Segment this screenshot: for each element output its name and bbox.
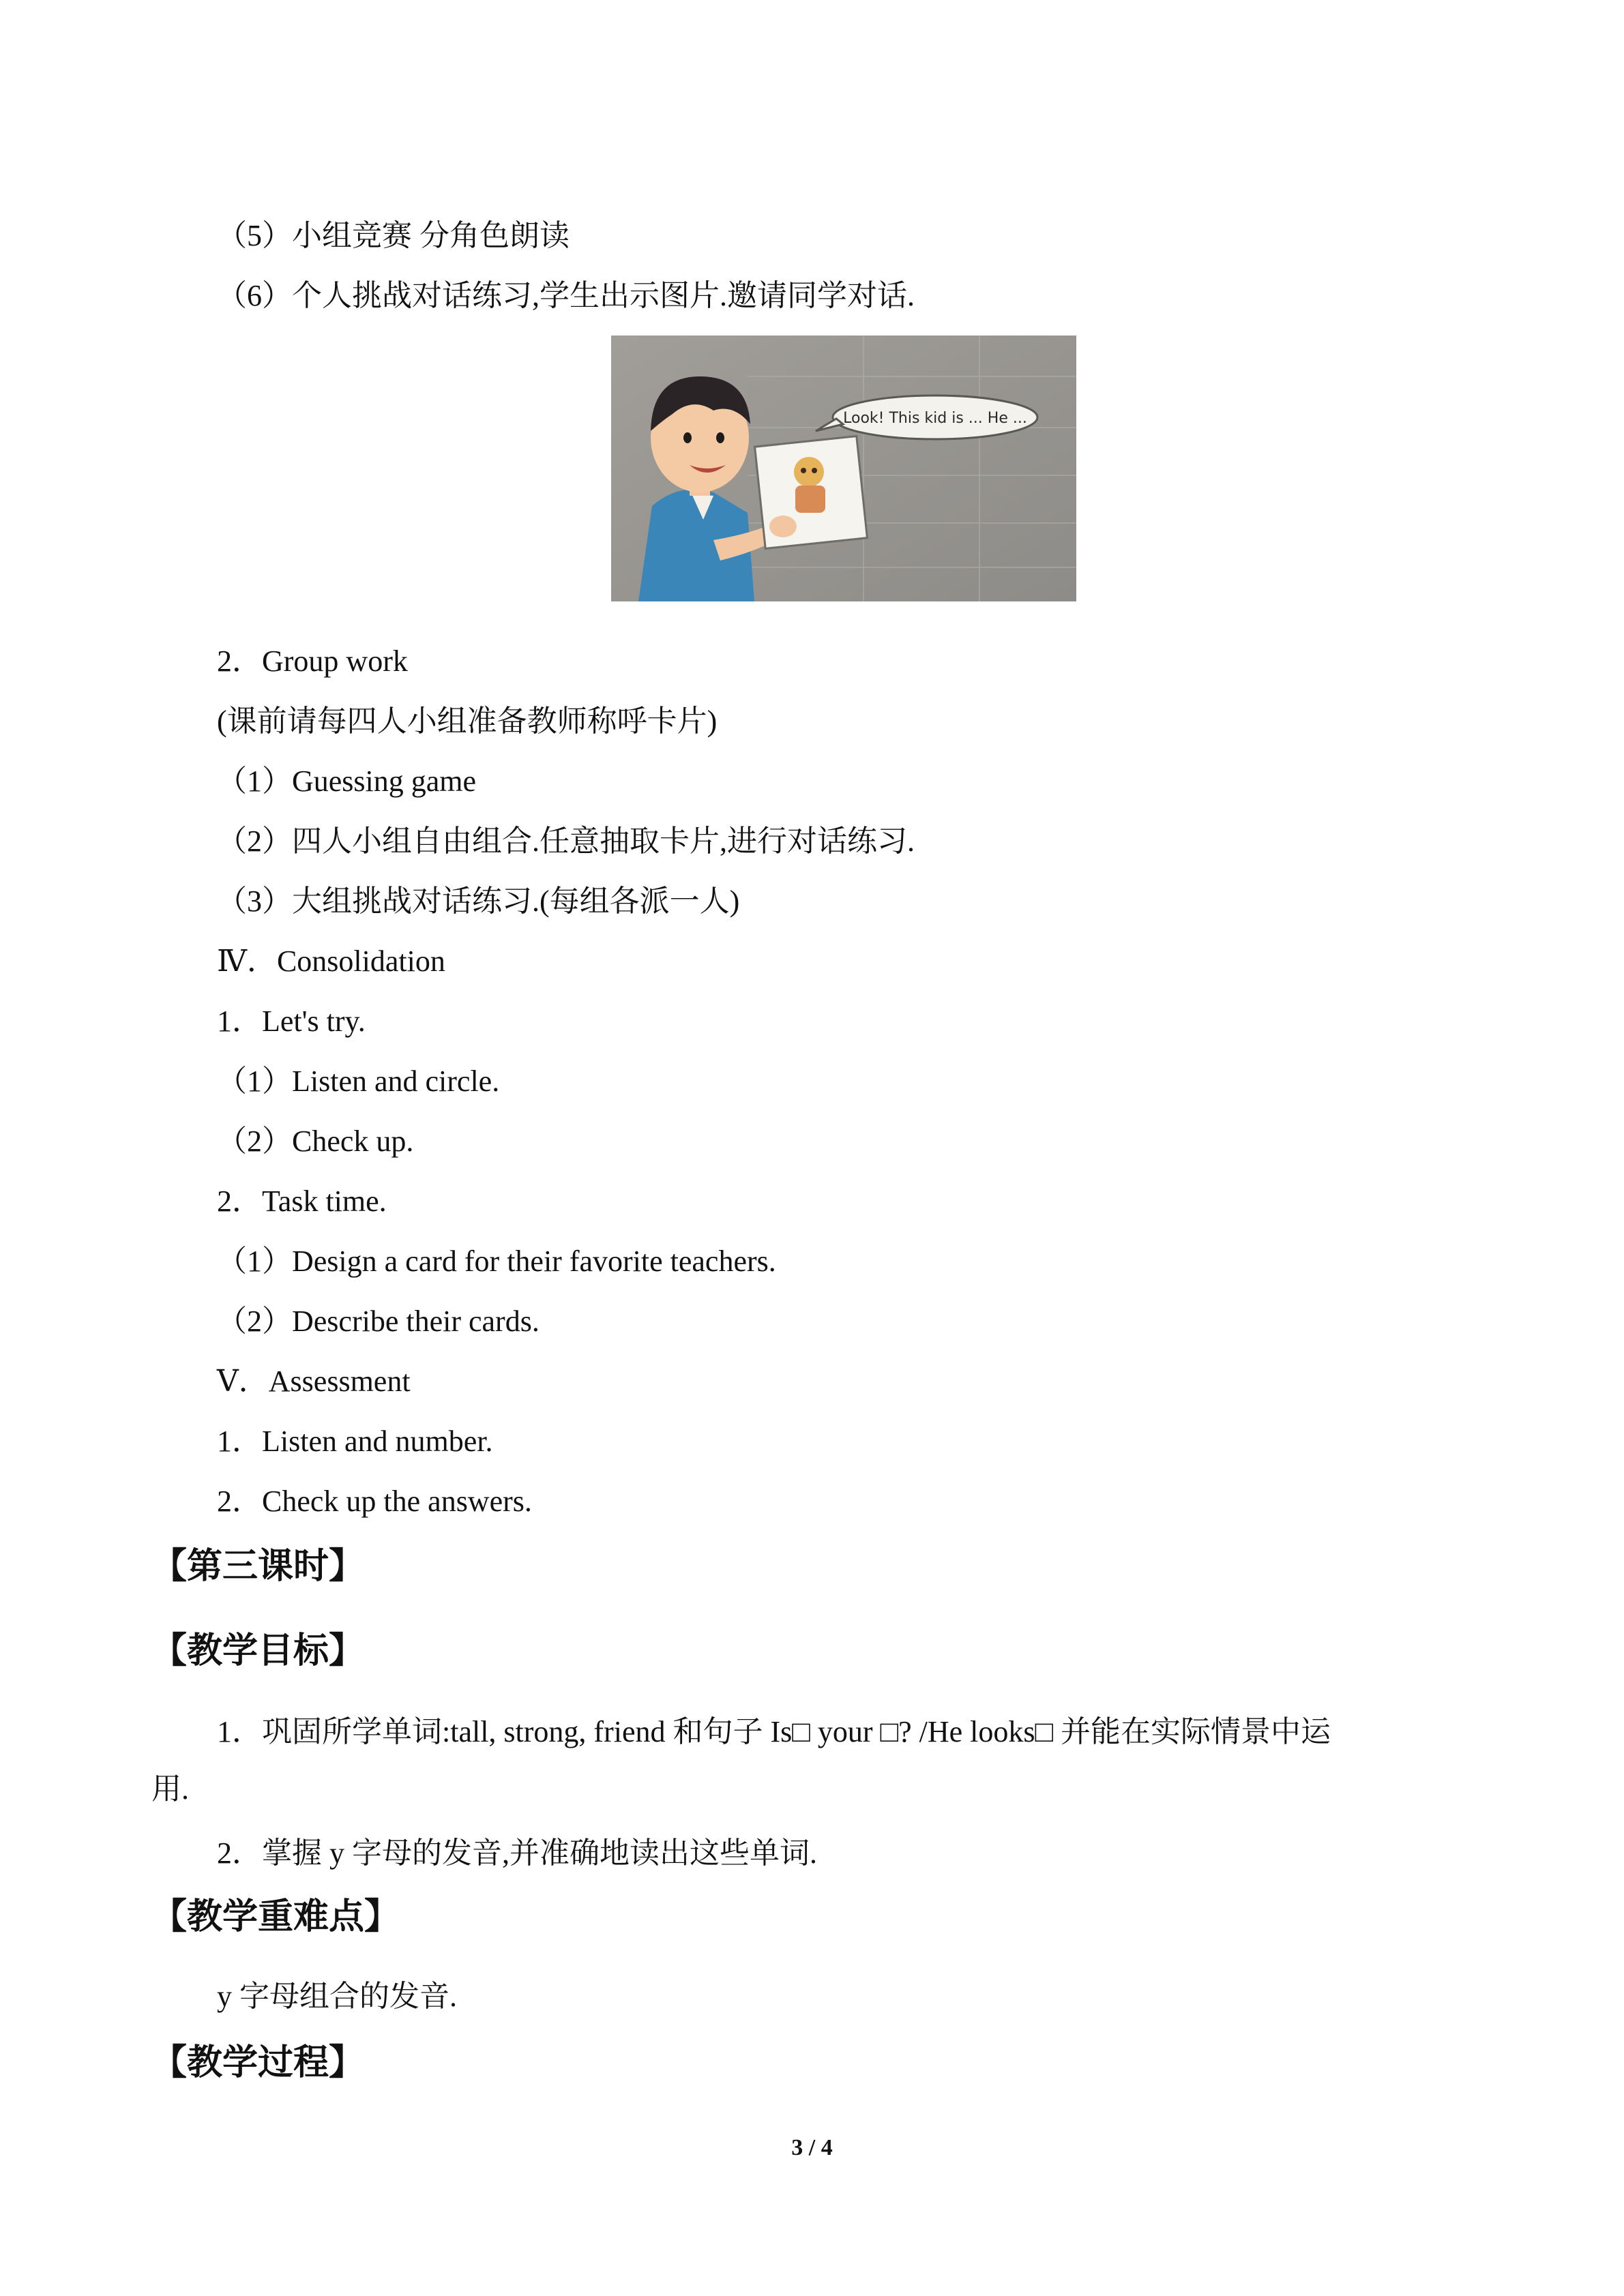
section-heading: 【教学过程】 bbox=[151, 2042, 365, 2083]
text-line: 用. bbox=[151, 1772, 189, 1806]
text-line: （1）Design a card for their favorite teachers. bbox=[217, 1244, 776, 1278]
text-line: 1．Listen and number. bbox=[217, 1425, 493, 1458]
text-line: （1）Listen and circle. bbox=[217, 1064, 500, 1098]
section-heading: 【教学目标】 bbox=[151, 1630, 365, 1671]
text-line: （2）四人小组自由组合.任意抽取卡片,进行对话练习. bbox=[217, 824, 915, 858]
text-line: （6）个人挑战对话练习,学生出示图片.邀请同学对话. bbox=[217, 279, 915, 312]
text-line: y 字母组合的发音. bbox=[217, 1980, 457, 2013]
text-line: 1．Let's try. bbox=[217, 1004, 366, 1038]
text-line: （2）Check up. bbox=[217, 1124, 414, 1158]
text-line: 2．掌握 y 字母的发音,并准确地读出这些单词. bbox=[217, 1836, 817, 1870]
text-line: 1．巩固所学单词:tall, strong, friend 和句子 Is□ your □? /He looks□ 并能在实际情景中运 bbox=[217, 1715, 1331, 1748]
text-line: （3）大组挑战对话练习.(每组各派一人) bbox=[217, 884, 740, 918]
text-line: 2．Check up the answers. bbox=[217, 1485, 532, 1518]
section-label: Ⅳ．Consolidation bbox=[217, 944, 445, 978]
section-label: Ⅴ．Assessment bbox=[217, 1365, 411, 1398]
text-line: 2．Task time. bbox=[217, 1184, 387, 1218]
text-line: （1）Guessing game bbox=[217, 764, 477, 798]
speech-bubble-text: Look! This kid is ... He ... bbox=[843, 410, 1027, 427]
illustration-boy-holding-picture bbox=[611, 336, 1076, 601]
page-number: 3 / 4 bbox=[791, 2135, 833, 2160]
section-heading: 【第三课时】 bbox=[151, 1546, 365, 1587]
text-line: （2）Describe their cards. bbox=[217, 1304, 540, 1338]
section-heading: 【教学重难点】 bbox=[151, 1896, 400, 1937]
text-line: （5）小组竞赛 分角色朗读 bbox=[217, 219, 570, 252]
text-line: (课前请每四人小组准备教师称呼卡片) bbox=[217, 704, 718, 738]
text-line: 2．Group work bbox=[217, 644, 408, 678]
